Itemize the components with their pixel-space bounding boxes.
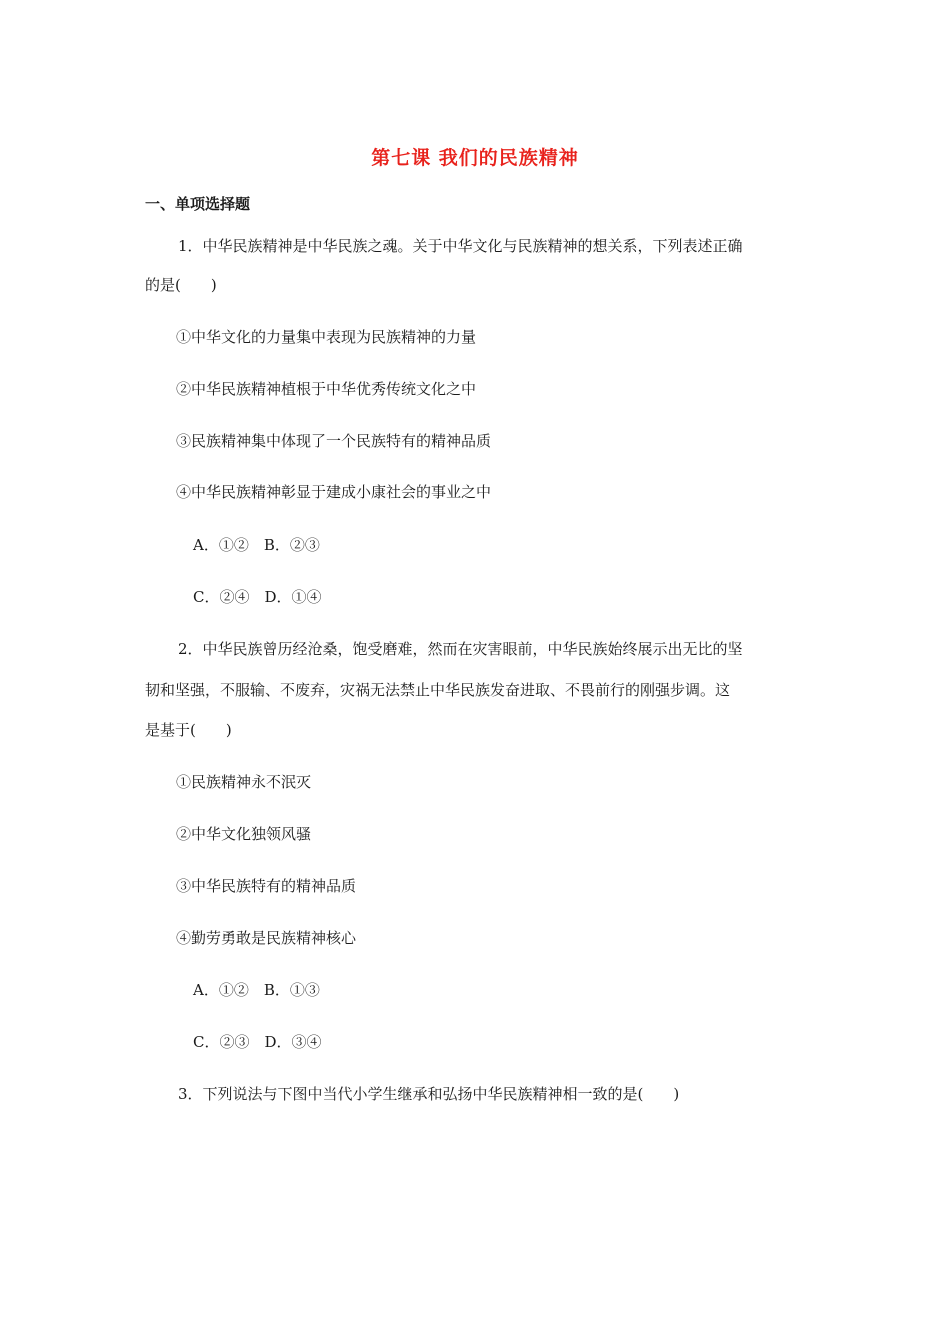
question-2-text-line-3: 是基于( ) <box>145 721 232 739</box>
question-1-statement-1: ①中华文化的力量集中表现为民族精神的力量 <box>176 328 477 346</box>
question-2-text-line-1: 2．中华民族曾历经沧桑，饱受磨难，然而在灾害眼前，中华民族始终展示出无比的坚 <box>178 640 743 658</box>
question-1-text-line-2: 的是( ) <box>145 276 217 294</box>
question-1-statement-3: ③民族精神集中体现了一个民族特有的精神品质 <box>176 432 492 450</box>
question-1-choices-line-2: C．②④ D．①④ <box>193 588 322 606</box>
question-2-statement-3: ③中华民族特有的精神品质 <box>176 877 357 895</box>
page-title: 第七课 我们的民族精神 <box>371 147 579 169</box>
question-2-statement-1: ①民族精神永不泯灭 <box>176 773 312 791</box>
question-2-choices-line-1: A．①② B．①③ <box>193 981 320 999</box>
question-2-statement-4: ④勤劳勇敢是民族精神核心 <box>176 929 357 947</box>
question-1-choices-line-1: A．①② B．②③ <box>193 536 320 554</box>
question-1-text-line-1: 1．中华民族精神是中华民族之魂。关于中华文化与民族精神的想关系，下列表述正确 <box>178 237 743 255</box>
section-heading: 一、单项选择题 <box>145 195 251 213</box>
question-2-choices-line-2: C．②③ D．③④ <box>193 1033 322 1051</box>
question-2-text-line-2: 韧和坚强，不服输、不废弃，灾祸无法禁止中华民族发奋进取、不畏前行的刚强步调。这 <box>145 681 731 699</box>
question-3-text-line-1: 3．下列说法与下图中当代小学生继承和弘扬中华民族精神相一致的是( ) <box>178 1085 680 1103</box>
question-1-statement-4: ④中华民族精神彰显于建成小康社会的事业之中 <box>176 483 492 501</box>
question-1-statement-2: ②中华民族精神植根于中华优秀传统文化之中 <box>176 380 477 398</box>
question-2-statement-2: ②中华文化独领风骚 <box>176 825 312 843</box>
